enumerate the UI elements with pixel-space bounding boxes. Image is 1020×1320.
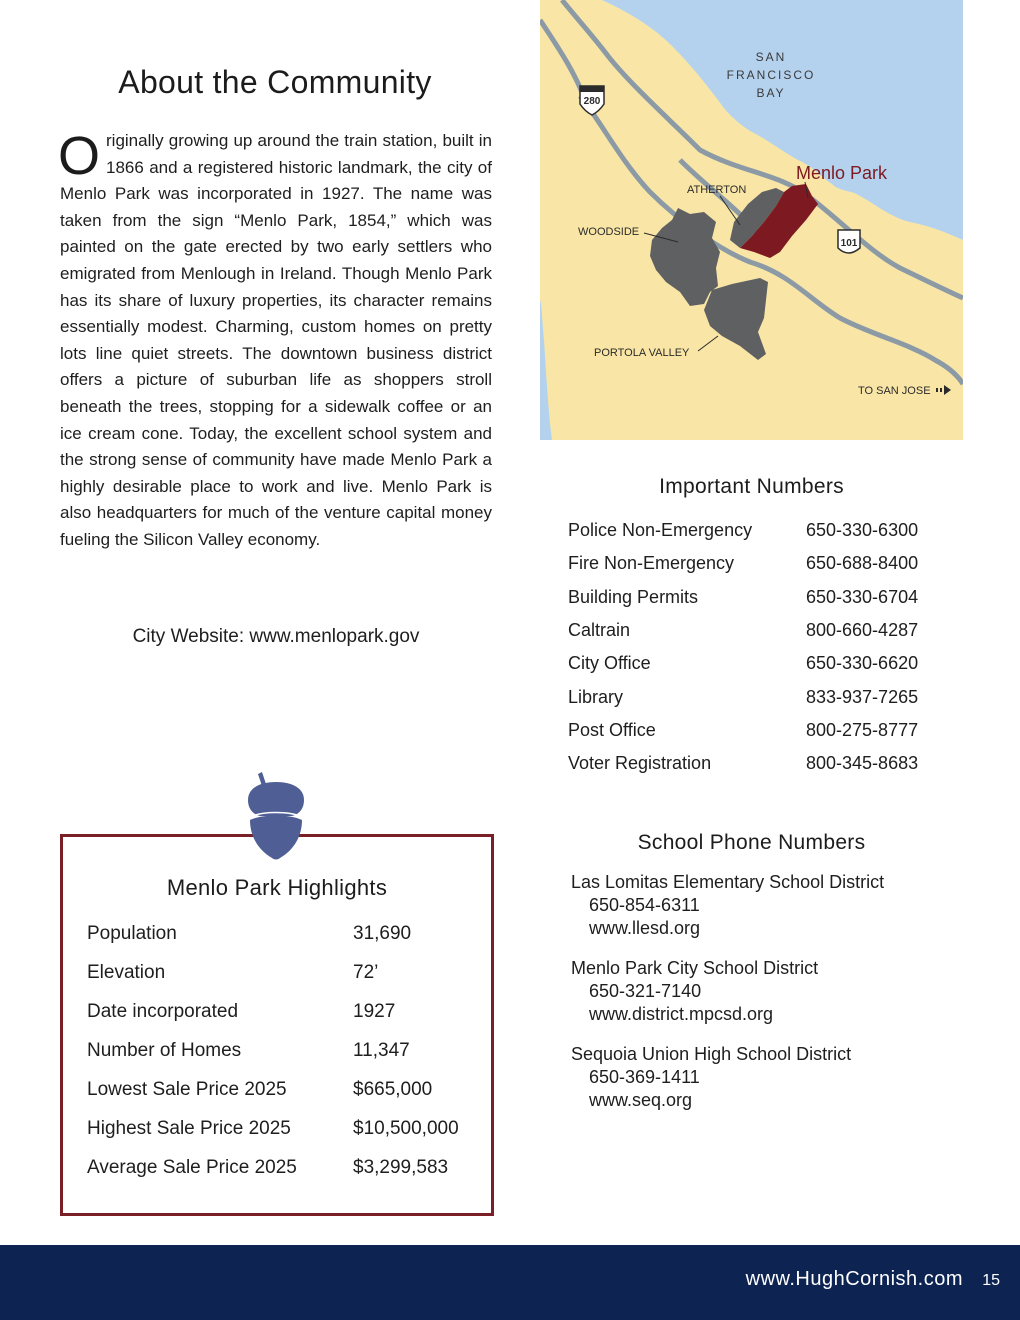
list-item xyxy=(87,1148,487,1187)
list-item xyxy=(568,614,948,647)
list-item xyxy=(87,1109,487,1148)
list-item xyxy=(571,871,971,940)
number-label: Police Non-Emergency xyxy=(568,520,753,541)
highlight-value: 1927 xyxy=(353,1000,396,1022)
list-item xyxy=(87,953,487,992)
school-website[interactable]: www.district.mpcsd.org xyxy=(589,1004,774,1024)
school-phone[interactable]: 650-369-1411 xyxy=(589,1067,700,1087)
highlight-value: 31,690 xyxy=(353,922,412,944)
list-item xyxy=(571,1043,971,1112)
acorn-icon xyxy=(244,770,308,862)
school-name: Las Lomitas Elementary School District xyxy=(571,872,885,892)
phone-number[interactable]: 650-688-8400 xyxy=(806,553,919,574)
list-item xyxy=(571,957,971,1026)
footer-bar xyxy=(0,1245,1020,1320)
number-label: Caltrain xyxy=(568,620,631,641)
highlight-label: Lowest Sale Price 2025 xyxy=(87,1078,287,1100)
about-paragraph xyxy=(60,128,492,554)
phone-number[interactable]: 650-330-6620 xyxy=(806,653,919,674)
highlight-value: 11,347 xyxy=(353,1039,410,1061)
highlight-label: Date incorporated xyxy=(87,1000,239,1022)
number-label: City Office xyxy=(568,653,651,674)
phone-number[interactable]: 800-345-8683 xyxy=(806,753,919,774)
atherton-label: ATHERTON xyxy=(687,184,747,196)
number-label: Fire Non-Emergency xyxy=(568,553,735,574)
phone-number[interactable]: 650-330-6704 xyxy=(806,586,919,607)
phone-number[interactable]: 833-937-7265 xyxy=(806,686,919,707)
list-item xyxy=(568,514,948,547)
phone-number[interactable]: 800-660-4287 xyxy=(806,620,919,641)
list-item xyxy=(568,747,948,780)
list-item xyxy=(568,581,948,614)
school-phone[interactable]: 650-321-7140 xyxy=(589,981,702,1001)
footer-website-link[interactable]: www.HughCornish.com xyxy=(745,1268,963,1290)
phone-number[interactable]: 650-330-6300 xyxy=(806,520,919,541)
highlight-label: Number of Homes xyxy=(87,1039,242,1061)
number-label: Post Office xyxy=(568,719,656,740)
list-item xyxy=(568,547,948,580)
list-item xyxy=(87,992,487,1031)
highlight-label: Average Sale Price 2025 xyxy=(87,1156,297,1178)
school-website[interactable]: www.seq.org xyxy=(589,1090,693,1110)
highlights-title: Menlo Park Highlights xyxy=(166,875,388,900)
school-numbers-title: School Phone Numbers xyxy=(637,831,866,854)
about-body: riginally growing up around the train station, built in 1866 and a registered historic landmark, the city of Menlo Park was incorporated in 1927. The name was taken from the sign “Menlo Park, 1854,” which was painted on the gate erected by two early settlers who emigrated from Menlough in Ireland. Though Menlo Park has its share of luxury properties, its character remains essentially modest. Charming, custom homes on pretty lots line quiet streets. The downtown business district offers a picture of suburban life as shoppers stroll beneath the trees, stopping for a sidewalk coffee or an ice cream cone. Today, the excellent school system and the strong sense of community have made Menlo Park a highly desirable place to work and live. Menlo Park is also headquarters for much of the venture capital money fueling the Silicon Valley economy. xyxy=(60,131,492,549)
number-label: Library xyxy=(568,686,624,707)
highlight-value: $3,299,583 xyxy=(353,1156,449,1178)
highlight-label: Population xyxy=(87,922,177,944)
list-item xyxy=(568,714,948,747)
bay-label-line-1: SAN xyxy=(755,50,787,64)
school-website[interactable]: www.llesd.org xyxy=(589,918,701,938)
highway-101-shield xyxy=(838,230,860,253)
highlights-box xyxy=(60,834,494,1216)
school-name: Sequoia Union High School District xyxy=(571,1044,852,1064)
school-name: Menlo Park City School District xyxy=(571,958,819,978)
list-item xyxy=(87,1031,487,1070)
drop-cap: O xyxy=(58,126,101,186)
important-numbers-title: Important Numbers xyxy=(659,475,844,498)
highlight-value: $665,000 xyxy=(353,1078,433,1100)
list-item xyxy=(87,914,487,953)
menlo-park-label: Menlo Park xyxy=(796,163,888,183)
highlight-value: $10,500,000 xyxy=(353,1117,459,1139)
bay-label-line-3: BAY xyxy=(756,86,786,100)
page-number: 15 xyxy=(982,1272,1000,1289)
portola-valley-label: PORTOLA VALLEY xyxy=(594,347,690,359)
highlight-label: Elevation xyxy=(87,961,166,983)
highway-280-label: 280 xyxy=(583,96,601,107)
list-item xyxy=(568,647,948,680)
to-san-jose-label: TO SAN JOSE xyxy=(858,385,931,397)
school-list xyxy=(571,871,971,1129)
page-title: About the Community xyxy=(118,64,432,100)
number-label: Voter Registration xyxy=(568,753,712,774)
school-phone[interactable]: 650-854-6311 xyxy=(589,895,700,915)
area-map xyxy=(540,0,963,440)
number-label: Building Permits xyxy=(568,586,699,607)
bay-label-line-2: FRANCISCO xyxy=(726,68,816,82)
highway-101-label: 101 xyxy=(840,238,858,249)
important-numbers-list xyxy=(568,514,948,780)
list-item xyxy=(568,680,948,713)
city-website[interactable]: City Website: www.menlopark.gov xyxy=(132,626,420,647)
phone-number[interactable]: 800-275-8777 xyxy=(806,719,919,740)
woodside-label: WOODSIDE xyxy=(578,226,640,238)
highlight-label: Highest Sale Price 2025 xyxy=(87,1117,291,1139)
highlight-value: 72’ xyxy=(353,961,379,983)
highlights-list xyxy=(87,914,487,1187)
list-item xyxy=(87,1070,487,1109)
